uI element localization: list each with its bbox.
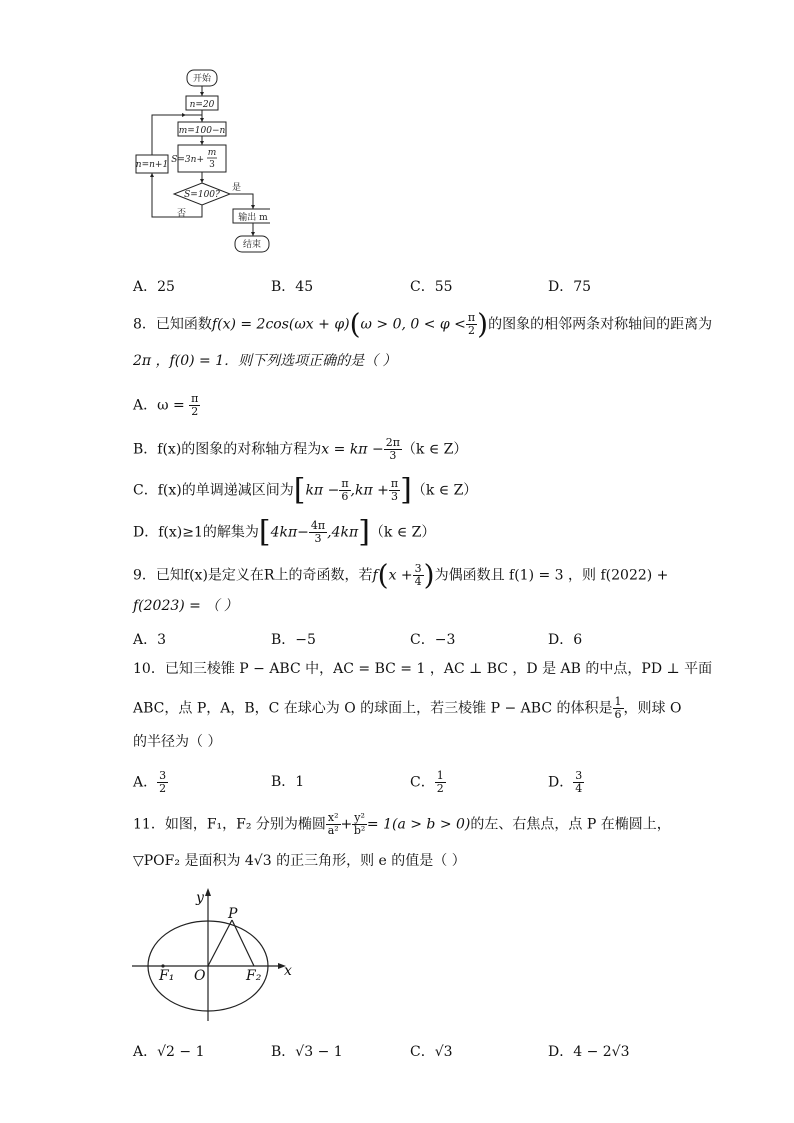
flow-output: 输出 m (238, 213, 268, 223)
q9-stem-line1: 9．已知f(x)是定义在R上的奇函数，若f(x + $\frac{3}{4}$ )为偶函数且 f(1) = 3 ，则 f(2022) + (133, 558, 669, 592)
q8-option-c: C．f(x)的单调递减区间为[kπ − $\frac{\pi}{6}$ ,kπ + $\frac{\pi}{3}$ ]（k ∈ Z） (133, 472, 478, 508)
q8-option-a: A．ω = $\frac{\pi}{2}$ (133, 392, 199, 418)
fig-p-label: P (228, 906, 238, 922)
fig-f1-label: F₁ (159, 968, 175, 984)
fig-o-label: O (194, 968, 206, 984)
q11-option-a: A．√2 − 1 (133, 1044, 205, 1060)
q10-stem-line3: 的半径为（ ） (133, 734, 222, 750)
flow-assign-m: m=100−n (178, 126, 226, 136)
flow-decision: S=100? (184, 190, 220, 200)
q10-option-c: C． $\frac{1}{2}$ (410, 769, 444, 795)
flow-assign-s-num: m (207, 148, 217, 158)
flow-no: 否 (177, 209, 187, 219)
q11-option-c: C．√3 (410, 1044, 453, 1060)
q9-option-c: C．−3 (410, 632, 456, 648)
q7-option-d: D．75 (548, 279, 592, 295)
q7-option-a: A．25 (133, 279, 175, 295)
q11-option-d: D．4 − 2√3 (548, 1044, 630, 1060)
flowchart (130, 66, 270, 262)
flow-increment: n=n+1 (135, 160, 169, 170)
fig-f2-label: F₂ (246, 968, 262, 984)
q8-stem-line2: 2π ，f(0) = 1．则下列选项正确的是（ ） (133, 353, 397, 369)
flow-init: n=20 (189, 100, 215, 110)
flow-end: 结束 (242, 240, 262, 250)
q10-stem-line1: 10．已知三棱锥 P − ABC 中，AC = BC = 1 ，AC ⊥ BC ，D 是 AB 的中点，PD ⊥ 平面 (133, 661, 713, 677)
q8-stem-cond: ω > 0, 0 < φ < (360, 316, 466, 333)
fig-y-label: y (196, 890, 204, 906)
q8-stem-b: 的图象的相邻两条对称轴间的距离为 (488, 316, 713, 333)
q7-option-b: B．45 (271, 279, 314, 295)
q8-stem-expr: f(x) = 2cos(ωx + φ) (211, 316, 350, 333)
q10-stem-line2: ABC，点 P，A，B，C 在球心为 O 的球面上，若三棱锥 P − ABC 的体积是 $\frac{1}{6}$ ，则球 O (133, 695, 682, 721)
q9-option-b: B．−5 (271, 632, 316, 648)
q11-stem-line2: ▽POF₂ 是面积为 4√3 的正三角形，则 e 的值是（ ） (133, 853, 466, 869)
q11-option-b: B．√3 − 1 (271, 1044, 343, 1060)
fig-x-label: x (284, 963, 292, 979)
q8-stem-line1: 8．已知函数f(x) = 2cos(ωx + φ)(ω > 0, 0 < φ < $\frac{\pi}{2}$ )的图象的相邻两条对称轴间的距离为 (133, 307, 713, 341)
flow-yes: 是 (232, 183, 242, 193)
q8-stem-frac: $\frac{\pi}{2}$ (467, 311, 476, 337)
q9-option-d: D．6 (548, 632, 583, 648)
q8-option-b: B．f(x)的图象的对称轴方程为x = kπ − $\frac{2\pi}{3}$ （k ∈ Z） (133, 436, 468, 462)
flow-start: 开始 (192, 74, 212, 84)
q8-stem-a: 8．已知函数 (133, 316, 212, 333)
flow-assign-s-den: 3 (209, 160, 215, 170)
q8-option-d: D．f(x)≥1的解集为[4kπ− $\frac{4\pi}{3}$ ,4kπ]（k ∈ Z） (133, 514, 436, 550)
q9-stem-line2: f(2023) = （ ） (133, 598, 238, 614)
ellipse-figure (128, 886, 308, 1026)
flow-assign-s: S=3n+ (171, 155, 204, 165)
q7-option-c: C．55 (410, 279, 453, 295)
q10-option-d: D． $\frac{3}{4}$ (548, 769, 583, 795)
q9-option-a: A．3 (133, 632, 167, 648)
q10-option-a: A． $\frac{3}{2}$ (133, 769, 167, 795)
q10-option-b: B．1 (271, 774, 305, 790)
q11-stem-line1: 11．如图，F₁，F₂ 分别为椭圆 $\frac{\text{x²}}{\text{a²}}$ + $\frac{\text{y²}}{\text{b²}}$ = 1(a > b > 0)的左、右焦点，点 P 在椭圆上， (133, 811, 671, 837)
